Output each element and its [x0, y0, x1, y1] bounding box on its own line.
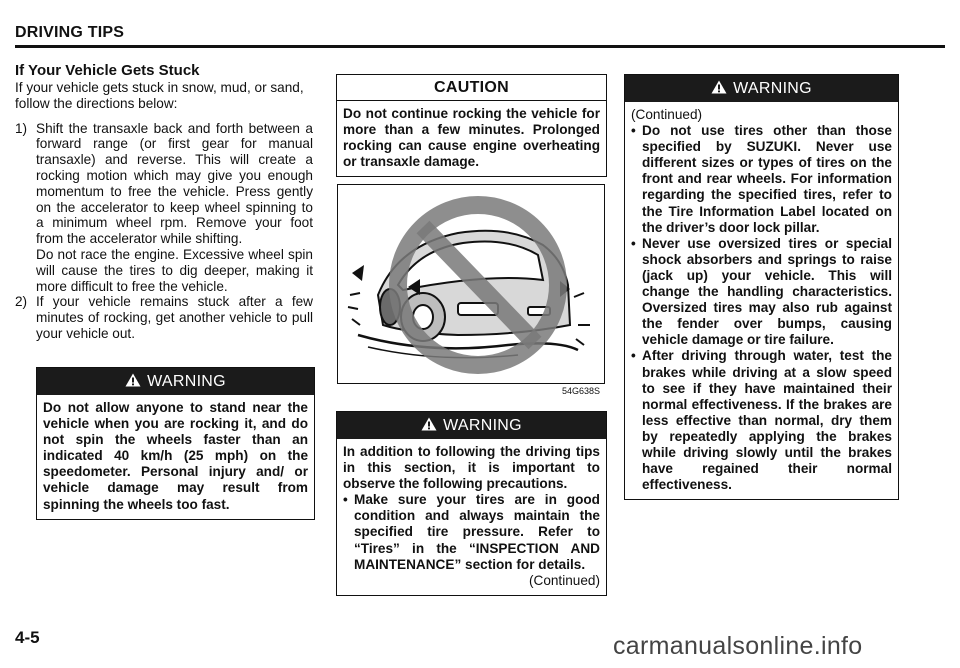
bullet-item: [343, 492, 600, 572]
warning-paragraph: In addition to following the driving tips in this section, it is important to observe the following precautions.: [343, 444, 600, 492]
page-header-title: DRIVING TIPS: [15, 24, 125, 41]
warning-header: [37, 368, 314, 395]
page-number: 4-5: [15, 628, 40, 647]
bullet-text: Do not use tires other than those specified by SUZUKI. Never use different sizes or types of tires on the front and rear wheels. For information regarding the specified tires, refer to the Tire Information Label located on the driver’s door lock pillar.: [642, 123, 892, 235]
bullet-dot-icon: •: [631, 348, 636, 364]
stuck-car-illustration: [337, 184, 605, 384]
bullet-dot-icon: •: [343, 492, 348, 508]
warning-box-tires: [336, 411, 607, 596]
steps-list: [15, 121, 313, 342]
caution-box: [336, 74, 607, 177]
caution-header: CAUTION: [337, 75, 606, 101]
warning-text: [625, 102, 898, 499]
step-item: [15, 121, 313, 295]
section-title: If Your Vehicle Gets Stuck: [15, 62, 200, 79]
warning-header: [625, 75, 898, 102]
caution-text: [337, 101, 606, 176]
warning-heading: WARNING: [733, 80, 812, 97]
warning-text: [337, 439, 606, 595]
bullet-item: [631, 123, 892, 236]
warning-box-rocking: [36, 367, 315, 520]
warning-triangle-icon: [125, 373, 141, 387]
step-number: 2): [15, 294, 28, 310]
header-rule: [15, 45, 945, 48]
step-number: 1): [15, 120, 28, 136]
warning-heading: WARNING: [147, 373, 226, 390]
step-paragraph: If your vehicle remains stuck after a few minutes of rocking, get another vehicle to pull your vehicle out.: [36, 294, 313, 341]
bullet-text: Never use oversized tires or special shock absorbers and springs to raise (jack up) your vehicle. This will change the handling characteristics. Oversized tires may also rub against the fender over bumps, causing vehicle damage or tire failure.: [642, 235, 892, 348]
continued-label: (Continued): [631, 107, 703, 122]
caution-paragraph: Do not continue rocking the vehicle for more than a few minutes. Prolonged rocking can cause engine overheating or transaxle damage.: [343, 106, 600, 170]
warning-triangle-icon: [421, 417, 437, 431]
figure-code: 54G638S: [562, 386, 601, 396]
step-item: [15, 294, 313, 341]
warning-box-continued: [624, 74, 899, 500]
prohibited-car-icon: [338, 185, 603, 382]
stuck-section: [15, 62, 313, 342]
bullet-text: Make sure your tires are in good condition and always maintain the specified tire pressure. Refer to “Tires” in the “INSPECTION AND MAINTENANCE” section for details.: [354, 492, 600, 572]
continued-label: (Continued): [528, 572, 600, 588]
bullet-text: After driving through water, test the brakes while driving at a slow speed to see if they have maintained their normal effectiveness. If the brakes are less effective than normal, dry them by repeatedly applying the brakes while driving slowly until the brakes have regained their normal effectiveness.: [642, 348, 892, 493]
bullet-dot-icon: •: [631, 235, 636, 251]
warning-heading: WARNING: [443, 417, 522, 434]
bullet-dot-icon: •: [631, 123, 636, 139]
step-body: [36, 294, 313, 341]
bullet-item: [631, 236, 892, 349]
warning-header: [337, 412, 606, 439]
bullet-item: [631, 348, 892, 493]
step-paragraph: Do not race the engine. Excessive wheel spin will cause the tires to dig deeper, making it more difficult to free the vehicle.: [36, 246, 313, 294]
step-paragraph: Shift the transaxle back and forth between a forward range (or first gear for manual transaxle) and reverse. This will create a rocking motion which may give you enough momentum to free the vehicle. Press gently on the accelerator to keep wheel spinning to a minimum wheel rpm. Remove your foot from the accelerator while shifting.: [36, 120, 313, 247]
warning-text: [37, 395, 314, 519]
warning-paragraph: Do not allow anyone to stand near the vehicle when you are rocking it, and do not spin the wheels faster than an indicated 40 km/h (25 mph) on the speedometer. Personal injury and/ or vehicle damage may result from spinning the wheels too fast.: [43, 400, 308, 512]
section-intro: If your vehicle gets stuck in snow, mud, or sand, follow the directions below:: [15, 80, 304, 111]
step-body: [36, 121, 313, 295]
watermark-text: carmanualsonline.info: [613, 632, 863, 660]
warning-triangle-icon: [711, 80, 727, 94]
